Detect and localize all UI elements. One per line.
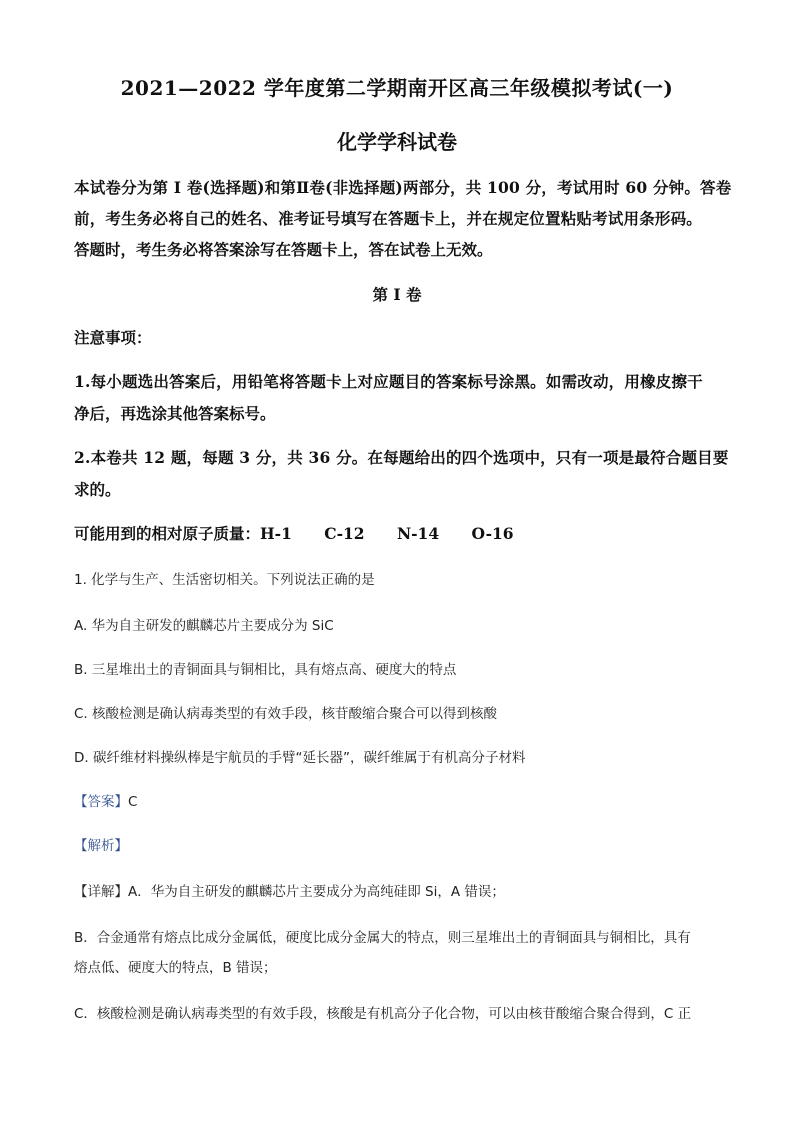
intro-line-1: 本试卷分为第 I 卷(选择题)和第Ⅱ卷(非选择题)两部分，共 100 分，考试用时 60 分钟。答卷 (74, 178, 732, 197)
notice-2-line-1: 2.本卷共 12 题，每题 3 分，共 36 分。在每题给出的四个选项中，只有一项是最符合题目要 (74, 448, 729, 467)
answer-value: C (128, 794, 138, 810)
analysis-tag: 【解析】 (74, 838, 128, 854)
detail-a-line (74, 880, 720, 900)
detail-tag: 【详解】 (74, 884, 128, 900)
answer-tag: 【答案】 (74, 794, 128, 810)
detail-c-line-1: C．核酸检测是确认病毒类型的有效手段，核酸是有机高分子化合物，可以由核苷酸缩合聚合得到，C 正 (74, 1006, 692, 1022)
exam-title: 2021—2022 学年度第二学期南开区高三年级模拟考试(一) (120, 76, 674, 100)
intro-line-3: 答题时，考生务必将答案涂写在答题卡上，答在试卷上无效。 (74, 240, 493, 259)
intro-line-2: 前，考生务必将自己的姓名、准考证号填写在答题卡上，并在规定位置粘贴考试用条形码。 (74, 209, 703, 228)
question-1-option-b: B. 三星堆出土的青铜面具与铜相比，具有熔点高、硬度大的特点 (74, 662, 457, 678)
question-1-stem: 1. 化学与生产、生活密切相关。下列说法正确的是 (74, 572, 375, 588)
atomic-mass-line: 可能用到的相对原子质量：H-1 C-12 N-14 O-16 (74, 524, 514, 543)
exam-subtitle: 化学学科试卷 (337, 130, 457, 154)
question-1-option-d: D. 碳纤维材料操纵棒是宇航员的手臂“延长器”，碳纤维属于有机高分子材料 (74, 750, 526, 766)
question-1-option-a: A. 华为自主研发的麒麟芯片主要成分为 SiC (74, 618, 334, 634)
detail-b-line-1: B．合金通常有熔点比成分金属低，硬度比成分金属大的特点，则三星堆出土的青铜面具与铜相比，具有 (74, 930, 691, 946)
notice-2-line-2: 求的。 (74, 480, 121, 499)
answer-line (74, 790, 720, 810)
detail-a-text: A．华为自主研发的麒麟芯片主要成分为高纯硅即 Si，A 错误； (128, 884, 505, 900)
notice-1-line-2: 净后，再选涂其他答案标号。 (74, 404, 276, 423)
notice-title: 注意事项： (74, 328, 152, 347)
section-heading: 第 I 卷 (372, 285, 422, 304)
analysis-line (74, 834, 720, 854)
notice-1-line-1: 1.每小题选出答案后，用铅笔将答题卡上对应题目的答案标号涂黑。如需改动，用橡皮擦干 (74, 372, 703, 391)
detail-b-line-2: 熔点低、硬度大的特点，B 错误； (74, 960, 277, 976)
question-1-option-c: C. 核酸检测是确认病毒类型的有效手段，核苷酸缩合聚合可以得到核酸 (74, 706, 498, 722)
